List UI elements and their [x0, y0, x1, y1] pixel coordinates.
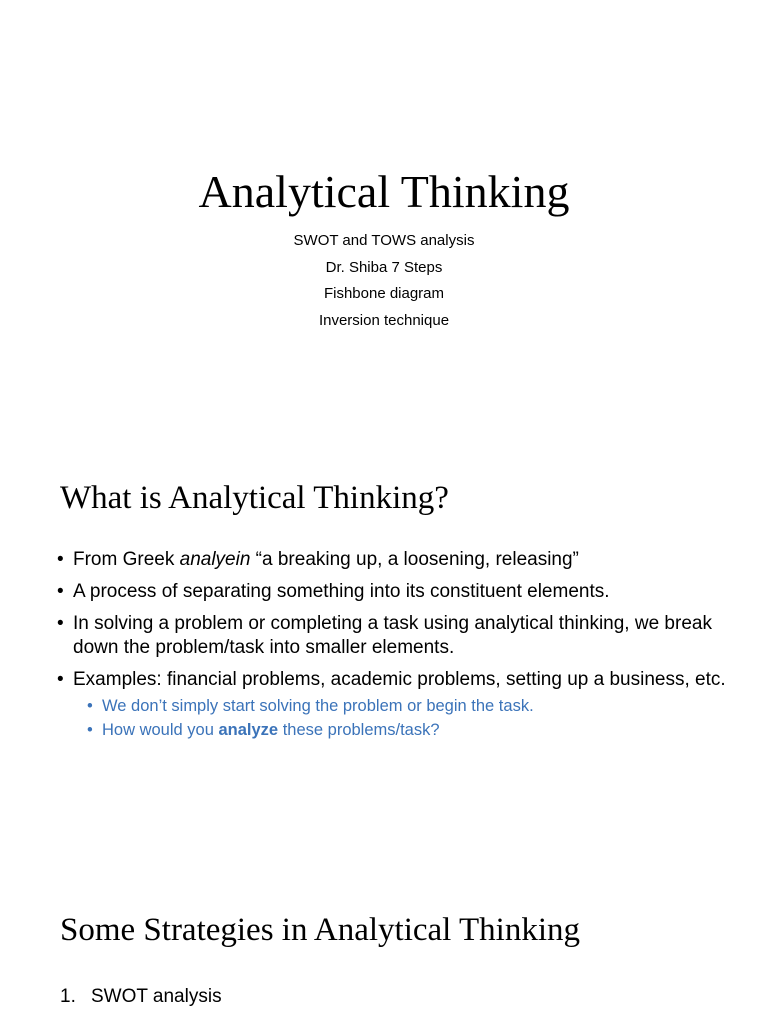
- bullet-text: Examples: financial problems, academic problems, setting up a business, etc.: [73, 669, 726, 690]
- bullet-item: • A process of separating something into its constituent elements.: [56, 580, 726, 604]
- emphasized-word: analyze: [218, 721, 279, 739]
- subtitle-item: Fishbone diagram: [323, 285, 445, 302]
- sub-bullet-text: How would you: [102, 721, 219, 739]
- strategy-label: SWOT analysis: [91, 986, 222, 1007]
- greek-term: analyein: [179, 549, 251, 570]
- strategy-list: [60, 982, 222, 1012]
- bullet-item: • In solving a problem or completing a task using analytical thinking, we break down the problem/task into smaller elements.: [56, 612, 726, 660]
- subtitle-item: SWOT and TOWS analysis: [293, 232, 475, 249]
- strategies-slide: [0, 864, 768, 1024]
- sub-bullet-list: [73, 694, 726, 742]
- sub-bullet-text: these problems/task?: [278, 721, 440, 739]
- bullet-list: [56, 548, 726, 750]
- subtitle-list: [0, 228, 768, 334]
- bullet-item: [56, 548, 726, 572]
- slide-title: What is Analytical Thinking?: [60, 480, 449, 516]
- sub-bullet-item: • We don’t simply start solving the problem or begin the task.: [73, 694, 726, 718]
- strategy-number: 1.: [60, 986, 76, 1007]
- sub-bullet-item: [73, 718, 726, 742]
- bullet-item: [56, 668, 726, 742]
- slide-title: Some Strategies in Analytical Thinking: [60, 912, 580, 948]
- bullet-text: From Greek: [73, 549, 180, 570]
- subtitle-item: Dr. Shiba 7 Steps: [325, 258, 443, 276]
- title-slide: [0, 0, 768, 432]
- definition-slide: [0, 432, 768, 864]
- presentation-title: Analytical Thinking: [198, 166, 570, 217]
- bullet-text: “a breaking up, a loosening, releasing”: [250, 549, 579, 570]
- strategy-item: [60, 982, 222, 1012]
- subtitle-item: Inversion technique: [318, 311, 450, 329]
